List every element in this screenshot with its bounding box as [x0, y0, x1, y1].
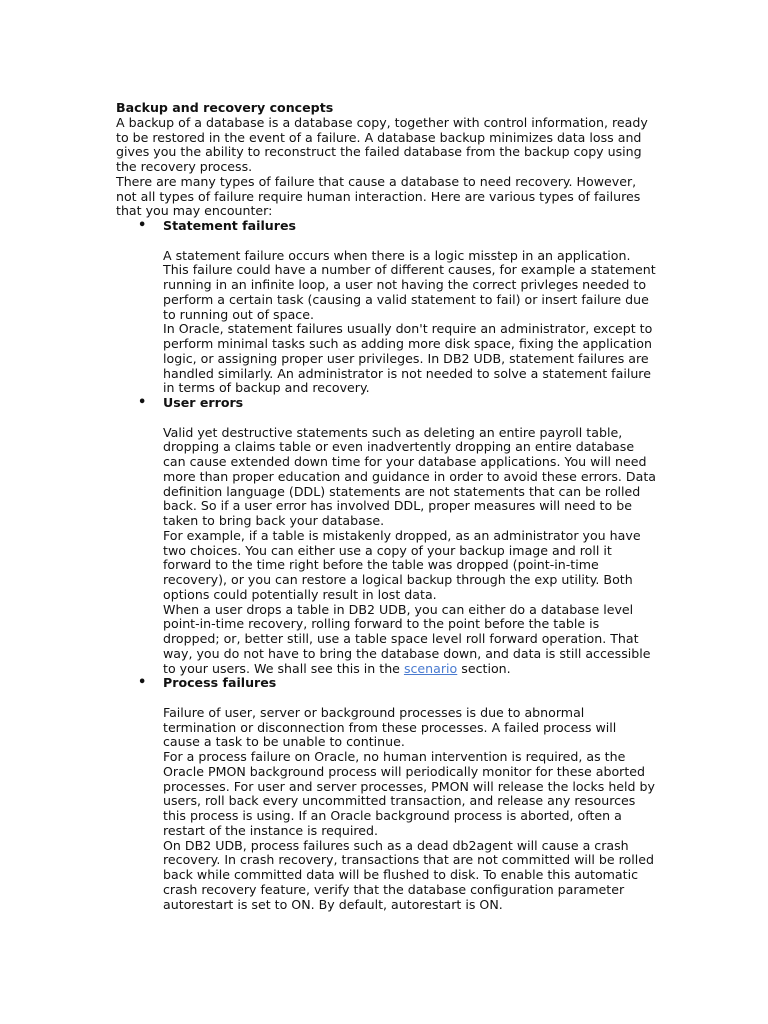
section-paragraph: In Oracle, statement failures usually don't require an administrator, except to perform minimal tasks such as adding more disk space, fixing the application logic, or assigning proper user privileges. In DB2 UDB, statement failures are handled similarly. An administrator is not needed to solve a statement failure in terms of backup and recovery.	[163, 321, 653, 396]
scenario-link[interactable]: scenario	[403, 660, 458, 676]
bullet-icon: •	[138, 675, 147, 691]
bullet-icon: •	[138, 395, 147, 410]
intro-paragraph: A backup of a database is a database copy, together with control information, ready to be restored in the event of a failure. A database backup minimizes data loss and gives you the ability to reconstruct the failed database from the backup copy using the recovery process.	[116, 114, 648, 174]
intro-paragraph: There are many types of failure that cause a database to need recovery. However, not all types of failure require human interaction. Here are various types of failures that you may encounter:	[116, 173, 641, 219]
section-paragraph: For example, if a table is mistakenly dropped, as an administrator you have two choices. You can either use a copy of your backup image and roll it forward to the time right before the table was dropped (point-in-time recovery), or you can restore a logical backup through the exp utility. Both options could potentially result in lost data.	[163, 527, 641, 602]
section-paragraph: On DB2 UDB, process failures such as a dead db2agent will cause a crash recovery. In crash recovery, transactions that are not committed will be rolled back while committed data will be flushed to disk. To enable this automatic crash recovery feature, verify that the database configuration parameter autorestart is set to ON. By default, autorestart is ON.	[163, 837, 654, 912]
section-heading: Process failures	[163, 675, 277, 691]
section-user-errors	[116, 396, 656, 676]
section-paragraph: Failure of user, server or background processes is due to abnormal termination or disconnection from these processes. A failed process will cause a task to be unable to continue.	[163, 704, 617, 750]
failure-types-list	[116, 219, 656, 912]
section-statement-failures	[116, 219, 656, 396]
document-title: Backup and recovery concepts	[116, 100, 334, 115]
paragraph-text: When a user drops a table in DB2 UDB, you can either do a database level point-in-time recovery, rolling forward to the point before the table is dropped; or, better still, use a table space level roll forward operation. That way, you do not have to bring the database down, and data is still accessible to your users. We shall see this in the	[163, 601, 651, 676]
section-process-failures	[116, 676, 656, 912]
section-paragraph: Valid yet destructive statements such as deleting an entire payroll table, dropping a claims table or even inadvertently dropping an entire database can cause extended down time for your database applications. You will need more than proper education and guidance in order to avoid these errors. Data definition language (DDL) statements are not statements that can be rolled back. So if a user error has involved DDL, proper measures will need to be taken to bring back your database.	[163, 424, 656, 528]
document-page	[116, 101, 656, 912]
section-paragraph-with-link	[163, 603, 656, 677]
section-heading: User errors	[163, 395, 244, 410]
bullet-icon: •	[138, 218, 147, 233]
section-heading: Statement failures	[163, 218, 297, 233]
section-paragraph: A statement failure occurs when there is a logic misstep in an application. This failure could have a number of different causes, for example a statement running in an infinite loop, a user not having the correct privleges needed to perform a certain task (causing a valid statement to fail) or insert failure due to running out of space.	[163, 247, 656, 322]
paragraph-text: section.	[457, 660, 511, 676]
section-paragraph: For a process failure on Oracle, no human intervention is required, as the Oracle PMON background process will periodically monitor for these aborted processes. For user and server processes, PMON will release the locks held by users, roll back every uncommitted transaction, and release any resources this process is using. If an Oracle background process is aborted, often a restart of the instance is required.	[163, 749, 655, 838]
